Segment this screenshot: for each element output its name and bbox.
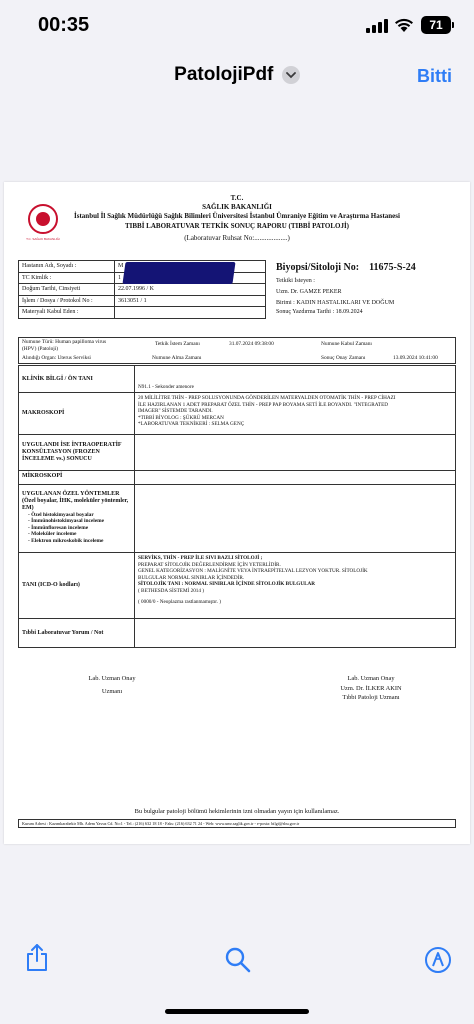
battery-icon: 71 xyxy=(421,16,451,34)
take-time-label: Numune Alma Zamanı xyxy=(152,355,202,361)
table-row xyxy=(19,435,456,471)
diagnosis-line: PREPARAT SİTOLOJİK DEĞERLENDİRME İÇİN YETERLİDİR. xyxy=(138,561,281,568)
request-time-label: Tetkik İstem Zamanı xyxy=(155,341,200,347)
signature-left xyxy=(62,674,162,696)
home-indicator[interactable] xyxy=(165,1009,309,1014)
report-header xyxy=(4,194,470,243)
battery-cap xyxy=(452,22,454,28)
intraoperative-value xyxy=(135,435,456,471)
macroscopy-line: *TIBBİ BİYOLOG : ŞÜKRÜ MERCAN xyxy=(138,414,224,421)
logo-caption: T.C. SAĞLIK BAKANLIĞI xyxy=(26,237,60,241)
microscopy-value xyxy=(135,471,456,485)
signature-right-role: Tıbbi Patoloji Uzmanı xyxy=(342,694,400,701)
footer-disclaimer: Bu bulgular patoloji bölümü hekimlerinin izni olmadan yayın için kullanılamaz. xyxy=(134,808,340,815)
sample-type: Numune Türü: Human papilloma virus (HPV) (Patoloji) xyxy=(22,339,107,352)
navigation-bar xyxy=(0,50,474,102)
pdf-viewer[interactable] xyxy=(0,102,474,932)
header-hospital: İstanbul İl Sağlık Müdürlüğü Sağlık Bilimleri Üniversitesi İstanbul Ümraniye Eğitim ve Araştırma Hastanesi xyxy=(74,212,400,220)
diagnosis-line: SİTOLOJİK TANI : NORMAL SINIRLAR İÇİNDE SİTOLOJİK BULGULAR xyxy=(138,581,316,587)
accept-time-label: Numune Kabul Zamanı xyxy=(321,341,372,347)
done-button[interactable]: Bitti xyxy=(417,66,452,86)
pdf-page xyxy=(4,182,470,844)
table-row xyxy=(19,307,266,319)
requesting-unit: Birimi : KADIN HASTALIKLARI VE DOĞUM xyxy=(276,300,395,306)
header-ministry: SAĞLIK BAKANLIĞI xyxy=(202,203,272,211)
requester-label: Tetkiki İsteyen : xyxy=(276,278,315,284)
comment-value xyxy=(135,619,456,648)
cellular-signal-icon xyxy=(366,19,388,33)
approval-time-label: Sonuç Onay Zamanı xyxy=(321,355,366,361)
patient-name-value: M xyxy=(115,261,266,273)
tc-id-value: 1 xyxy=(115,272,266,284)
birth-date-label: Doğum Tarihi, Cinsiyeti xyxy=(19,284,115,296)
chevron-down-icon[interactable] xyxy=(282,66,300,84)
clinical-info-value: N91.1 - Sekonder amenore xyxy=(135,366,456,393)
share-icon[interactable] xyxy=(24,942,50,972)
header-tc: T.C. xyxy=(230,194,244,202)
approval-time-value: 13.09.2024 10:41:00 xyxy=(393,355,438,361)
special-method-item: - İmmünohistokimyasal inceleme xyxy=(28,518,105,525)
table-row xyxy=(19,284,266,296)
sample-organ: Alındığı Organ: Uterus Serviksi xyxy=(22,355,91,361)
header-report-title: TIBBİ LABORATUVAR TETKİK SONUÇ RAPORU (TIBBİ PATOLOJİ) xyxy=(124,222,350,230)
sample-info xyxy=(18,337,456,364)
wifi-icon xyxy=(394,17,414,33)
biopsy-number xyxy=(276,262,456,273)
table-row xyxy=(19,619,456,648)
diagnosis-line: ( BETHESDA SİSTEMİ 2014 ) xyxy=(138,587,204,594)
redaction-mark xyxy=(122,262,235,284)
protocol-label: İşlem / Dosya / Protokol No : xyxy=(19,295,115,307)
result-print-date: Sonuç Yazdırma Tarihi : 18.09.2024 xyxy=(276,309,363,315)
diagnosis-label: TANI (ICD-O kodları) xyxy=(19,553,135,619)
table-row xyxy=(19,485,456,553)
table-row xyxy=(19,553,456,619)
biopsy-number-value: 11675-S-24 xyxy=(369,262,416,273)
signature-left-role: Uzmanı xyxy=(101,687,123,695)
report-sections-table xyxy=(18,365,456,648)
status-time: 00:35 xyxy=(38,14,90,36)
request-time-value: 31.07.2024 09:38:00 xyxy=(229,341,274,347)
footer-address: Kurum Adresi : Kazımkarabekir Mh. Adem Yavuz Cd. No:1 - Tel.: (216) 632 18 18 - Faks: (216) 632 71 24 - Web: www.umr.saglik.gov.tr - e-posta: bilgi@sbu.gov.tr xyxy=(18,819,456,828)
macroscopy-label: MAKROSKOPİ xyxy=(19,393,135,435)
diagnosis-line: ( 0000/0 - Neoplazma rastlanmamıştır. ) xyxy=(138,599,221,605)
macroscopy-line: *LABORATUVAR TEKNİKERİ : SELMA GENÇ xyxy=(138,421,245,427)
document-title[interactable]: PatolojiPdf xyxy=(174,64,274,85)
diagnosis-value xyxy=(135,553,456,619)
special-methods-cell xyxy=(19,485,135,553)
diagnosis-line: BULGULAR NORMAL SINIRLAR İÇİNDEDİR. xyxy=(138,574,245,581)
title-menu[interactable] xyxy=(0,64,474,86)
special-method-item: - Moleküler inceleme xyxy=(28,531,77,538)
patient-name-label: Hastanın Adı, Soyadı : xyxy=(19,261,115,273)
special-methods-value xyxy=(135,485,456,553)
material-accepted-label: Materyali Kabul Eden : xyxy=(19,307,115,319)
special-methods-label: UYGULANAN ÖZEL YÖNTEMLER (Özel boyalar, İHK, moleküler yöntemler, EM) xyxy=(22,491,129,511)
macroscopy-line: IMAGER" SİSTEMDE TARANDI. xyxy=(138,408,213,414)
markup-icon[interactable] xyxy=(424,946,452,974)
microscopy-label: MİKROSKOPİ xyxy=(19,471,135,485)
tc-id-label: TC Kimlik : xyxy=(19,272,115,284)
diagnosis-line: SERVİKS, THİN - PREP İLE SIVI BAZLI SİTOLOJİ ; xyxy=(138,555,263,561)
protocol-value: 3613051 / 1 xyxy=(115,295,266,307)
diagnosis-line: GENEL KATEGORİZASYON : MALİGNİTE VEYA İNTRAEPİTELYAL LEZYON YOKTUR. SİTOLOJİK xyxy=(138,568,368,574)
header-license: (Laboratuvar Ruhsat No:...................) xyxy=(184,234,290,242)
special-method-item: - Özel histokimyasal boyalar xyxy=(28,512,94,518)
material-accepted-value xyxy=(115,307,266,319)
table-row xyxy=(19,471,456,485)
special-method-item: - Elektron mikroskobik inceleme xyxy=(28,537,104,544)
birth-date-value: 22.07.1996 / K xyxy=(115,284,266,296)
macroscopy-value xyxy=(135,393,456,435)
macroscopy-line: 20 MİLİLİTRE THİN - PREP SOLUSYONUNDA GÖNDERİLEN MATERYALDEN OTOMATİK THİN - PREP CİHAZI xyxy=(138,395,396,401)
signature-left-title: Lab. Uzman Onay xyxy=(88,675,136,682)
intraoperative-label: UYGULANDI İSE İNTRAOPERATİF KONSÜLTASYON (FROZEN İNCELEME vs.) SONUCU xyxy=(19,435,135,471)
signature-right-title: Lab. Uzman Onay xyxy=(347,675,395,682)
requesting-doctor: Uzm. Dr. GAMZE PEKER xyxy=(276,289,342,295)
special-method-item: - İmmünfloresan inceleme xyxy=(28,524,89,531)
clinical-info-label: KLİNİK BİLGİ / ÖN TANI xyxy=(19,366,135,393)
signature-right xyxy=(316,674,426,703)
table-row xyxy=(19,366,456,393)
comment-label: Tıbbi Laboratuvar Yorum / Not xyxy=(19,619,135,648)
table-row xyxy=(19,295,266,307)
biopsy-number-label: Biyopsi/Sitoloji No: xyxy=(276,262,360,273)
search-icon[interactable] xyxy=(224,946,252,974)
table-row xyxy=(19,393,456,435)
biopsy-info xyxy=(276,262,456,315)
signature-right-name: Uzm. Dr. İLKER AKIN xyxy=(340,684,402,692)
macroscopy-line: İLE HAZIRLANAN 1 ADET PREPARAT ÖZEL THİN - PREP PAP BOYAMA SETİ İLE BOYANDI. "INTEGRATED xyxy=(138,401,389,408)
status-bar xyxy=(0,0,474,50)
